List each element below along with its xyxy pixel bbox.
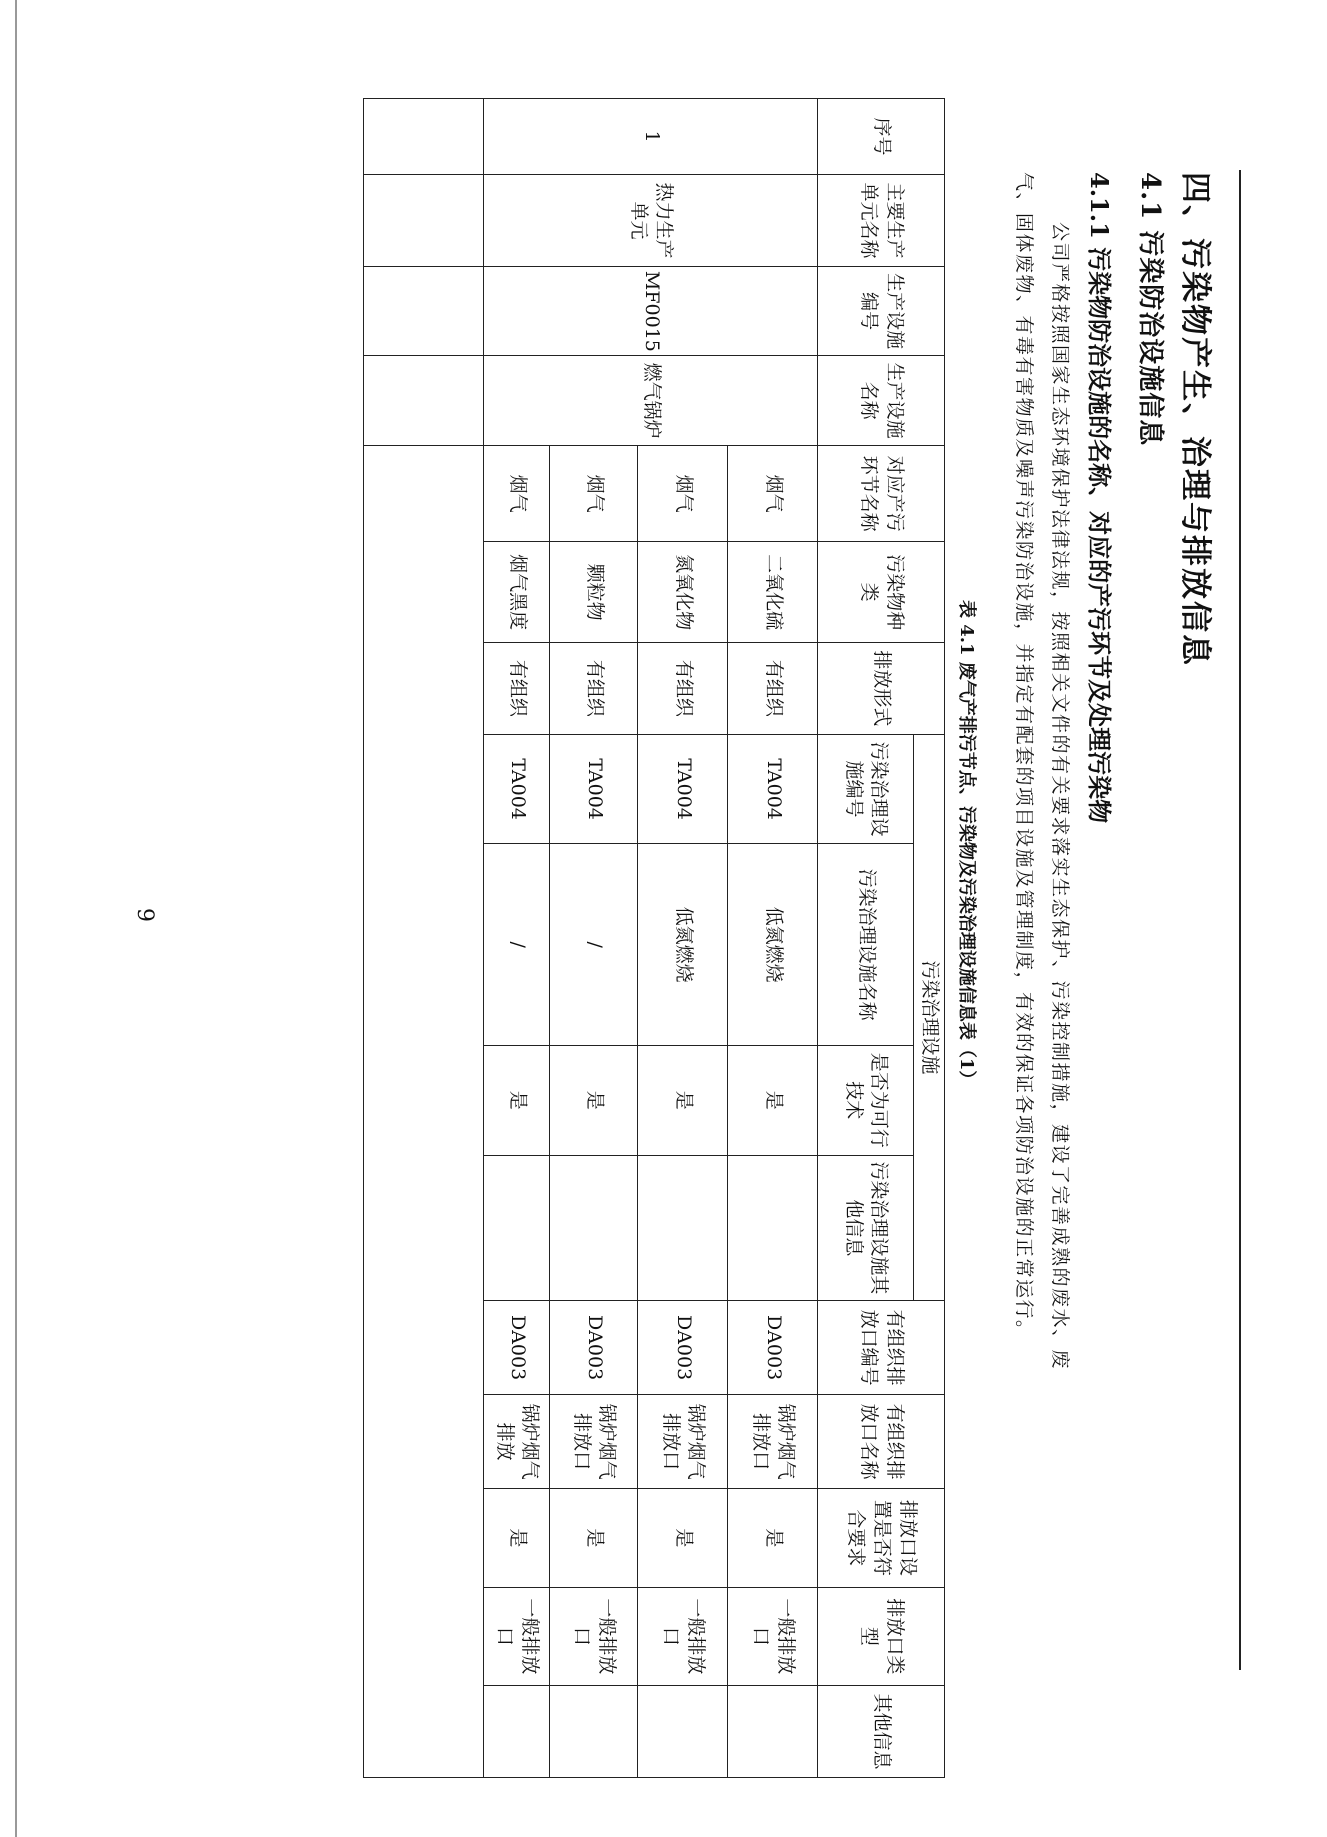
th-feasible: 是否为可行技术 xyxy=(818,1045,914,1155)
cell-outlet-type: 一般排放口 xyxy=(550,1587,638,1686)
th-treat-name: 污染治理设施名称 xyxy=(818,844,914,1045)
cell-feasible: 是 xyxy=(728,1045,818,1155)
th-treat-code: 污染治理设施编号 xyxy=(818,734,914,844)
sub-sub-heading: 4.1.1 污染物防治设施的名称、对应的产污环节及处理污染物 xyxy=(1085,172,1114,824)
th-other: 其他信息 xyxy=(818,1686,945,1778)
th-link: 对应产污环节名称 xyxy=(818,445,945,541)
emission-table xyxy=(363,98,945,1778)
cell-pollutant: 颗粒物 xyxy=(550,542,638,643)
cell-treat-code: TA004 xyxy=(728,734,818,844)
cell-outlet-type: 一般排放口 xyxy=(484,1587,550,1686)
cell-outlet-name: 锅炉烟气排放 xyxy=(484,1395,550,1489)
table-row xyxy=(728,99,818,1778)
cell-outlet-code: DA003 xyxy=(550,1301,638,1395)
cell-treat-other xyxy=(484,1155,550,1301)
cell-outlet-type: 一般排放口 xyxy=(728,1587,818,1686)
cell-outlet-code: DA003 xyxy=(484,1301,550,1395)
cell-treat-other xyxy=(728,1155,818,1301)
cell-outlet-code: DA003 xyxy=(638,1301,728,1395)
cell-unit: 热力生产单元 xyxy=(484,175,818,267)
cell-pollutant: 烟气黑度 xyxy=(484,542,550,643)
cell-empty xyxy=(364,356,484,446)
cell-outlet-type: 一般排放口 xyxy=(638,1587,728,1686)
cell-facility-name: 燃气锅炉 xyxy=(484,356,818,446)
cell-seq: 1 xyxy=(484,99,818,175)
cell-link: 烟气 xyxy=(550,445,638,541)
section-heading: 四、污染物产生、治理与排放信息 xyxy=(1177,172,1213,667)
th-unit: 主要生产单元名称 xyxy=(818,175,945,267)
cell-mode: 有组织 xyxy=(484,642,550,734)
cell-other xyxy=(638,1686,728,1778)
bottom-rule xyxy=(15,0,17,1837)
cell-link: 烟气 xyxy=(728,445,818,541)
cell-feasible: 是 xyxy=(484,1045,550,1155)
th-treat-other: 污染治理设施其他信息 xyxy=(818,1155,914,1301)
cell-outlet-ok: 是 xyxy=(638,1489,728,1588)
cell-outlet-ok: 是 xyxy=(550,1489,638,1588)
cell-treat-other xyxy=(638,1155,728,1301)
cell-link: 烟气 xyxy=(484,445,550,541)
th-outlet-name: 有组织排放口名称 xyxy=(818,1395,945,1489)
paragraph-line-1-visible: 公司严格按照国家生态环境保护法律法规，按照相关文件的有关要求落实生态保护、污染控制措施，建设了完善成熟的废水、废 xyxy=(1049,222,1071,1371)
cell-treat-name: / xyxy=(550,844,638,1045)
cell-outlet-ok: 是 xyxy=(484,1489,550,1588)
cell-treat-code: TA004 xyxy=(550,734,638,844)
header-row-1 xyxy=(914,99,945,1778)
cell-empty xyxy=(364,266,484,356)
cell-mode: 有组织 xyxy=(728,642,818,734)
table-row-empty xyxy=(364,99,484,1778)
cell-other xyxy=(484,1686,550,1778)
th-outlet-ok: 排放口设置是否符合要求 xyxy=(818,1489,945,1588)
th-pollutant: 污染物种类 xyxy=(818,542,945,643)
cell-treat-name: 低氮燃烧 xyxy=(728,844,818,1045)
th-mode: 排放形式 xyxy=(818,642,945,734)
table-caption: 表 4.1 废气产排污节点、污染物及污染治理设施信息表（1） xyxy=(956,600,977,1089)
th-treatment-group: 污染治理设施 xyxy=(914,734,945,1300)
cell-other xyxy=(550,1686,638,1778)
cell-treat-name: 低氮燃烧 xyxy=(638,844,728,1045)
th-facility-code: 生产设施编号 xyxy=(818,266,945,356)
paragraph-line-2: 气、固体废物、有毒有害物质及噪声污染防治设施，并指定有配套的项目设施及管理制度，有效的保证各项防治设施的正常运行。 xyxy=(1013,172,1035,1341)
th-facility-name: 生产设施名称 xyxy=(818,356,945,446)
cell-outlet-name: 锅炉烟气排放口 xyxy=(638,1395,728,1489)
cell-outlet-code: DA003 xyxy=(728,1301,818,1395)
page-number: 9 xyxy=(132,908,157,922)
cell-facility-code: MF0015 xyxy=(484,266,818,356)
cell-empty xyxy=(364,175,484,267)
cell-outlet-name: 锅炉烟气排放口 xyxy=(550,1395,638,1489)
cell-pollutant: 氮氧化物 xyxy=(638,542,728,643)
cell-other xyxy=(728,1686,818,1778)
cell-empty-wide xyxy=(364,445,484,1777)
cell-link: 烟气 xyxy=(638,445,728,541)
cell-treat-other xyxy=(550,1155,638,1301)
sub-heading: 4.1 污染防治设施信息 xyxy=(1135,172,1165,447)
cell-pollutant: 二氧化硫 xyxy=(728,542,818,643)
cell-treat-code: TA004 xyxy=(638,734,728,844)
th-seq: 序号 xyxy=(818,99,945,175)
cell-outlet-ok: 是 xyxy=(728,1489,818,1588)
cell-mode: 有组织 xyxy=(550,642,638,734)
cell-mode: 有组织 xyxy=(638,642,728,734)
cell-treat-code: TA004 xyxy=(484,734,550,844)
th-outlet-code: 有组织排放口编号 xyxy=(818,1301,945,1395)
cell-treat-name: / xyxy=(484,844,550,1045)
cell-empty xyxy=(364,99,484,175)
cell-feasible: 是 xyxy=(550,1045,638,1155)
th-outlet-type: 排放口类型 xyxy=(818,1587,945,1686)
cell-outlet-name: 锅炉烟气排放口 xyxy=(728,1395,818,1489)
cell-feasible: 是 xyxy=(638,1045,728,1155)
top-rule xyxy=(1239,170,1241,1670)
